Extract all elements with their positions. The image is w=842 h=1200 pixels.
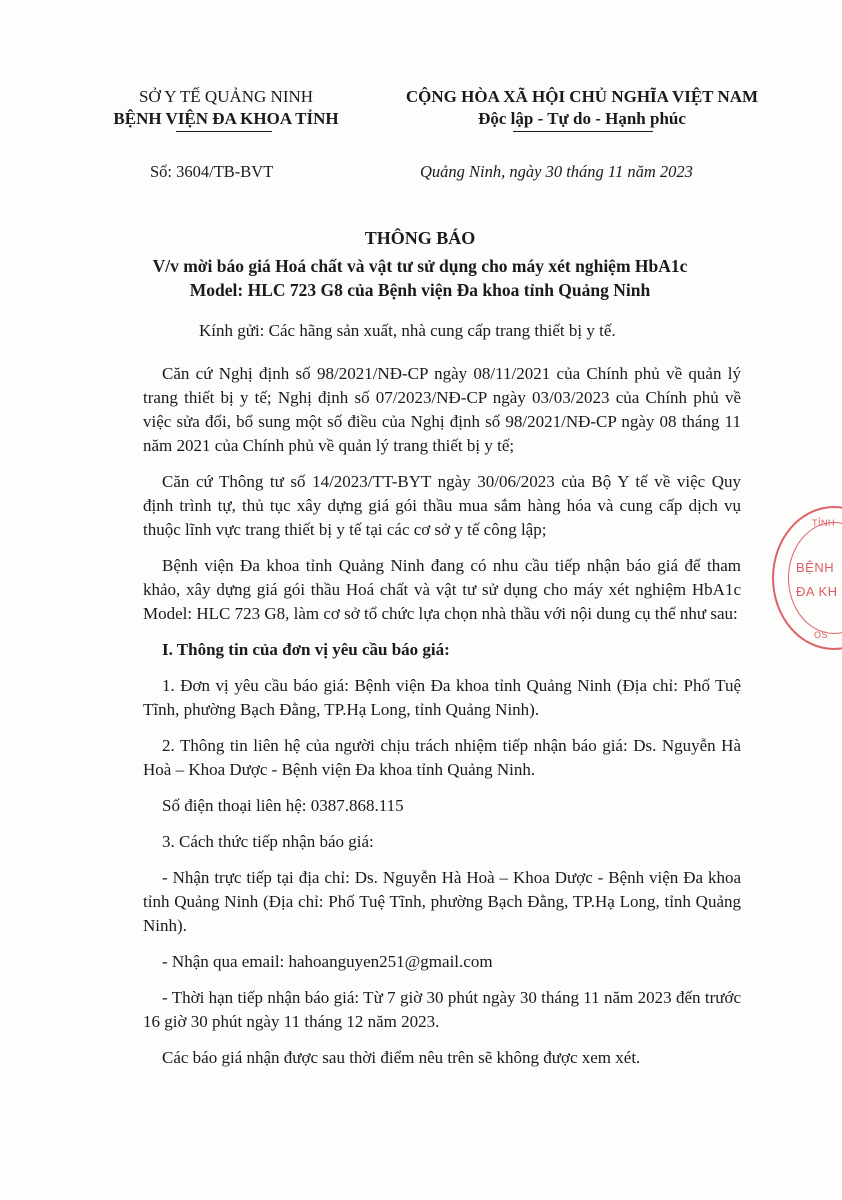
item-deadline: - Thời hạn tiếp nhận báo giá: Từ 7 giờ 30 phút ngày 30 tháng 11 năm 2023 đến trước 16 giờ 30 phút ngày 11 tháng 12 năm 2023. [143,988,741,1031]
seal-text-line2: ĐA KH [796,584,838,599]
document-date: Quảng Ninh, ngày 30 tháng 11 năm 2023 [420,162,693,181]
item-contact-person: 2. Thông tin liên hệ của người chịu trách nhiệm tiếp nhận báo giá: Ds. Nguyễn Hà Hoà – Khoa Dược - Bệnh viện Đa khoa tỉnh Quảng Ninh. [143,736,741,779]
document-subject-line2: Model: HLC 723 G8 của Bệnh viện Đa khoa tỉnh Quảng Ninh [189,280,651,300]
item-method-heading: 3. Cách thức tiếp nhận báo giá: [162,832,374,851]
legal-basis-paragraph-1: Căn cứ Nghị định số 98/2021/NĐ-CP ngày 08/11/2021 của Chính phủ về quản lý trang thiết bị y tế; Nghị định số 07/2023/NĐ-CP ngày 03/03/2023 của Chính phủ về việc sửa đổi, bổ sung một số điều của Nghị định số 98/2021/NĐ-CP ngày 08 tháng 11 năm 2021 của Chính phủ về quản lý trang thiết bị y tế; [143,364,741,455]
purpose-paragraph: Bệnh viện Đa khoa tỉnh Quảng Ninh đang có nhu cầu tiếp nhận báo giá để tham khảo, xây dựng giá gói thầu Hoá chất và vật tư sử dụng cho máy xét nghiệm HbA1c Model: HLC 723 G8, làm cơ sở tổ chức lựa chọn nhà thầu với nội dung cụ thể như sau: [143,556,741,623]
hospital-name: BỆNH VIỆN ĐA KHOA TỈNH [113,109,339,128]
seal-inner-ring [788,522,842,634]
item-late-notice: Các báo giá nhận được sau thời điểm nêu trên sẽ không được xem xét. [162,1048,641,1067]
item-phone: Số điện thoại liên hệ: 0387.868.115 [162,796,404,815]
country-name: CỘNG HÒA XÃ HỘI CHỦ NGHĨA VIỆT NAM [405,87,759,106]
seal-bottom-text: OS [814,630,829,640]
national-motto [382,86,782,130]
document-subject-line1: V/v mời báo giá Hoá chất và vật tư sử dụng cho máy xét nghiệm HbA1c [152,256,688,276]
header-left-underline [176,131,272,132]
item-email: - Nhận qua email: hahoanguyen251@gmail.com [162,952,493,971]
document-type-title: THÔNG BÁO [364,228,476,248]
document-number: Số: 3604/TB-BVT [150,162,274,181]
header-right-underline [513,131,653,132]
official-seal-stamp [772,506,842,650]
seal-text-line1: BỆNH [796,560,835,575]
document-body [143,362,741,1082]
parent-organization: SỞ Y TẾ QUẢNG NINH [138,87,314,106]
seal-top-text: TỈNH [812,518,835,528]
motto-line: Độc lập - Tự do - Hạnh phúc [478,109,686,128]
item-requesting-unit: 1. Đơn vị yêu cầu báo giá: Bệnh viện Đa khoa tỉnh Quảng Ninh (Địa chỉ: Phố Tuệ Tĩnh, phường Bạch Đằng, TP.Hạ Long, tỉnh Quảng Ninh). [143,676,741,719]
legal-basis-paragraph-2: Căn cứ Thông tư số 14/2023/TT-BYT ngày 30/06/2023 của Bộ Y tế về việc Quy định trình tự, thủ tục xây dựng giá gói thầu mua sắm hàng hóa và cung cấp dịch vụ thuộc lĩnh vực trang thiết bị y tế tại các cơ sở y tế công lập; [143,472,741,539]
section-1-heading: I. Thông tin của đơn vị yêu cầu báo giá: [162,640,450,659]
recipient-greeting: Kính gửi: Các hãng sản xuất, nhà cung cấp trang thiết bị y tế. [199,321,616,340]
item-in-person: - Nhận trực tiếp tại địa chỉ: Ds. Nguyễn Hà Hoà – Khoa Dược - Bệnh viện Đa khoa tỉnh Quảng Ninh (Địa chỉ: Phố Tuệ Tĩnh, phường Bạch Đằng, TP.Hạ Long, tỉnh Quảng Ninh). [143,868,741,935]
issuing-organization [96,86,356,130]
